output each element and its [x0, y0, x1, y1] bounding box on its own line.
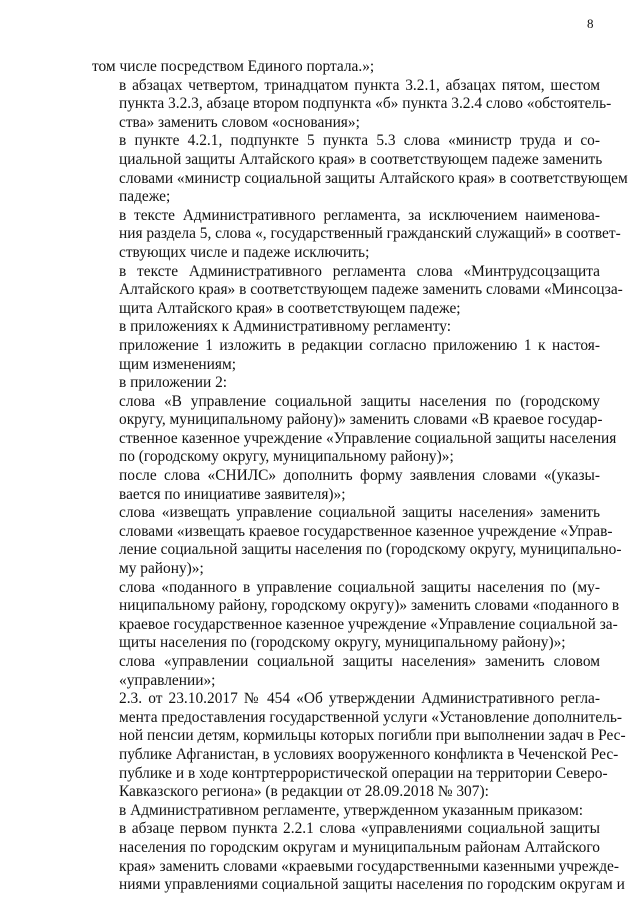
text-line: щита Алтайского края» в соответствующем падеже; [119, 299, 461, 317]
text-line: в абзацах четвертом, тринадцатом пункта 3.2.1, абзацах пятом, шестом [119, 76, 600, 94]
text-line: в приложении 2: [119, 374, 228, 392]
text-line: публике Афганистан, в условиях вооруженного конфликта в Чеченской Рес- [119, 745, 619, 763]
text-line: в абзаце первом пункта 2.2.1 слова «управлениями социальной защиты [119, 820, 600, 838]
text-line: слова «поданного в управление социальной защиты населения по (му- [119, 578, 600, 596]
text-line: ственное казенное учреждение «Управление социальной защиты населения [119, 429, 617, 447]
text-line: края» заменить словами «краевыми государственными казенными учрежде- [119, 857, 619, 875]
paragraph [92, 76, 612, 133]
text-line: в приложениях к Административному регламенту: [119, 318, 452, 336]
text-line: мента предоставления государственной услуги «Установление дополнитель- [119, 708, 623, 726]
text-line: ной пенсии детям, кормильцы которых погибли при выполнении задач в Рес- [119, 727, 626, 745]
text-line: ствующих числе и падеже исключить; [119, 243, 370, 261]
text-line: ниципальному району, городскому округу)» заменить словами «поданного в [119, 597, 620, 615]
paragraph [92, 337, 600, 374]
text-line: вается по инициативе заявителя)»; [119, 485, 346, 503]
page-number: 8 [587, 16, 594, 31]
paragraph [92, 262, 623, 319]
text-line: в тексте Административного регламента, за исключением наименова- [119, 206, 600, 224]
paragraph [92, 820, 625, 894]
paragraph [92, 318, 600, 337]
text-line: щим изменениям; [119, 355, 236, 373]
text-line: Алтайского края» в соответствующем падеже заменить словами «Минсоцза- [119, 281, 623, 299]
paragraph [92, 467, 600, 504]
text-line: после слова «СНИЛС» дополнить форму заявления словами «(указы- [119, 467, 600, 485]
text-line: Кавказского региона» (в редакции от 28.09.2018 № 307): [119, 783, 489, 801]
text-line: слова «извещать управление социальной защиты населения» заменить [119, 504, 600, 522]
text-line: циальной защиты Алтайского края» в соответствующем падеже заменить [119, 150, 603, 168]
paragraph [92, 392, 617, 467]
text-line: «управлении»; [119, 671, 216, 689]
text-line: щиты населения по (городскому округу, муниципальному району)»; [119, 634, 566, 652]
text-line: краевое государственное казенное учреждение «Управление социальной за- [119, 615, 618, 633]
paragraph [92, 653, 600, 690]
paragraph [92, 504, 622, 578]
text-line: приложение 1 изложить в редакции согласно приложению 1 к настоя- [119, 336, 600, 354]
text-line: в тексте Административного регламента слова «Минтрудсоцзащита [119, 262, 600, 280]
text-line: слова «управлении социальной защиты населения» заменить словом [119, 653, 600, 670]
text-line: ниями управлениями социальной защиты населения по городским округам и [119, 876, 625, 894]
text-line: ния раздела 5, слова «, государственный гражданский служащий» в соответ- [119, 225, 621, 243]
text-line: му району)»; [119, 560, 204, 578]
text-line: в пункте 4.2.1, подпункте 5 пункта 5.3 слова «министр труда и со- [119, 132, 600, 150]
paragraph [92, 206, 621, 263]
text-line: слова «В управление социальной защиты населения по (городскому [119, 392, 600, 410]
paragraph [92, 374, 600, 393]
text-line: 2.3. от 23.10.2017 № 454 «Об утверждении Административного регла- [119, 690, 600, 708]
text-line: пункта 3.2.3, абзаце втором подпункта «б» пункта 3.2.4 слово «обстоятель- [119, 95, 612, 113]
text-line: публике и в ходе контртеррористической операции на территории Северо- [119, 764, 608, 782]
paragraph [92, 132, 628, 206]
text-line: словами «министр социальной защиты Алтайского края» в соответствующем [119, 169, 628, 187]
text-line: ление социальной защиты населения по (городскому округу, муниципально- [119, 541, 622, 559]
text-line: округу, муниципальному району)» заменить словами «В краевое государ- [119, 411, 603, 429]
text-line: в Административном регламенте, утвержденном указанным приказом: [119, 801, 584, 819]
text-line: ства» заменить словом «основания»; [119, 113, 360, 131]
paragraph [92, 802, 600, 821]
text-line: том числе посредством Единого портала.»; [92, 58, 375, 75]
paragraph [92, 578, 620, 653]
text-line: падеже; [119, 188, 171, 206]
text-line: населения по городским округам и муниципальным районам Алтайского [119, 838, 600, 856]
paragraph [92, 58, 600, 77]
text-line: по (городскому округу, муниципальному району)»; [119, 448, 454, 466]
text-line: словами «извещать краевое государственное казенное учреждение «Управ- [119, 522, 613, 540]
document-body [92, 58, 628, 895]
paragraph [92, 690, 626, 802]
